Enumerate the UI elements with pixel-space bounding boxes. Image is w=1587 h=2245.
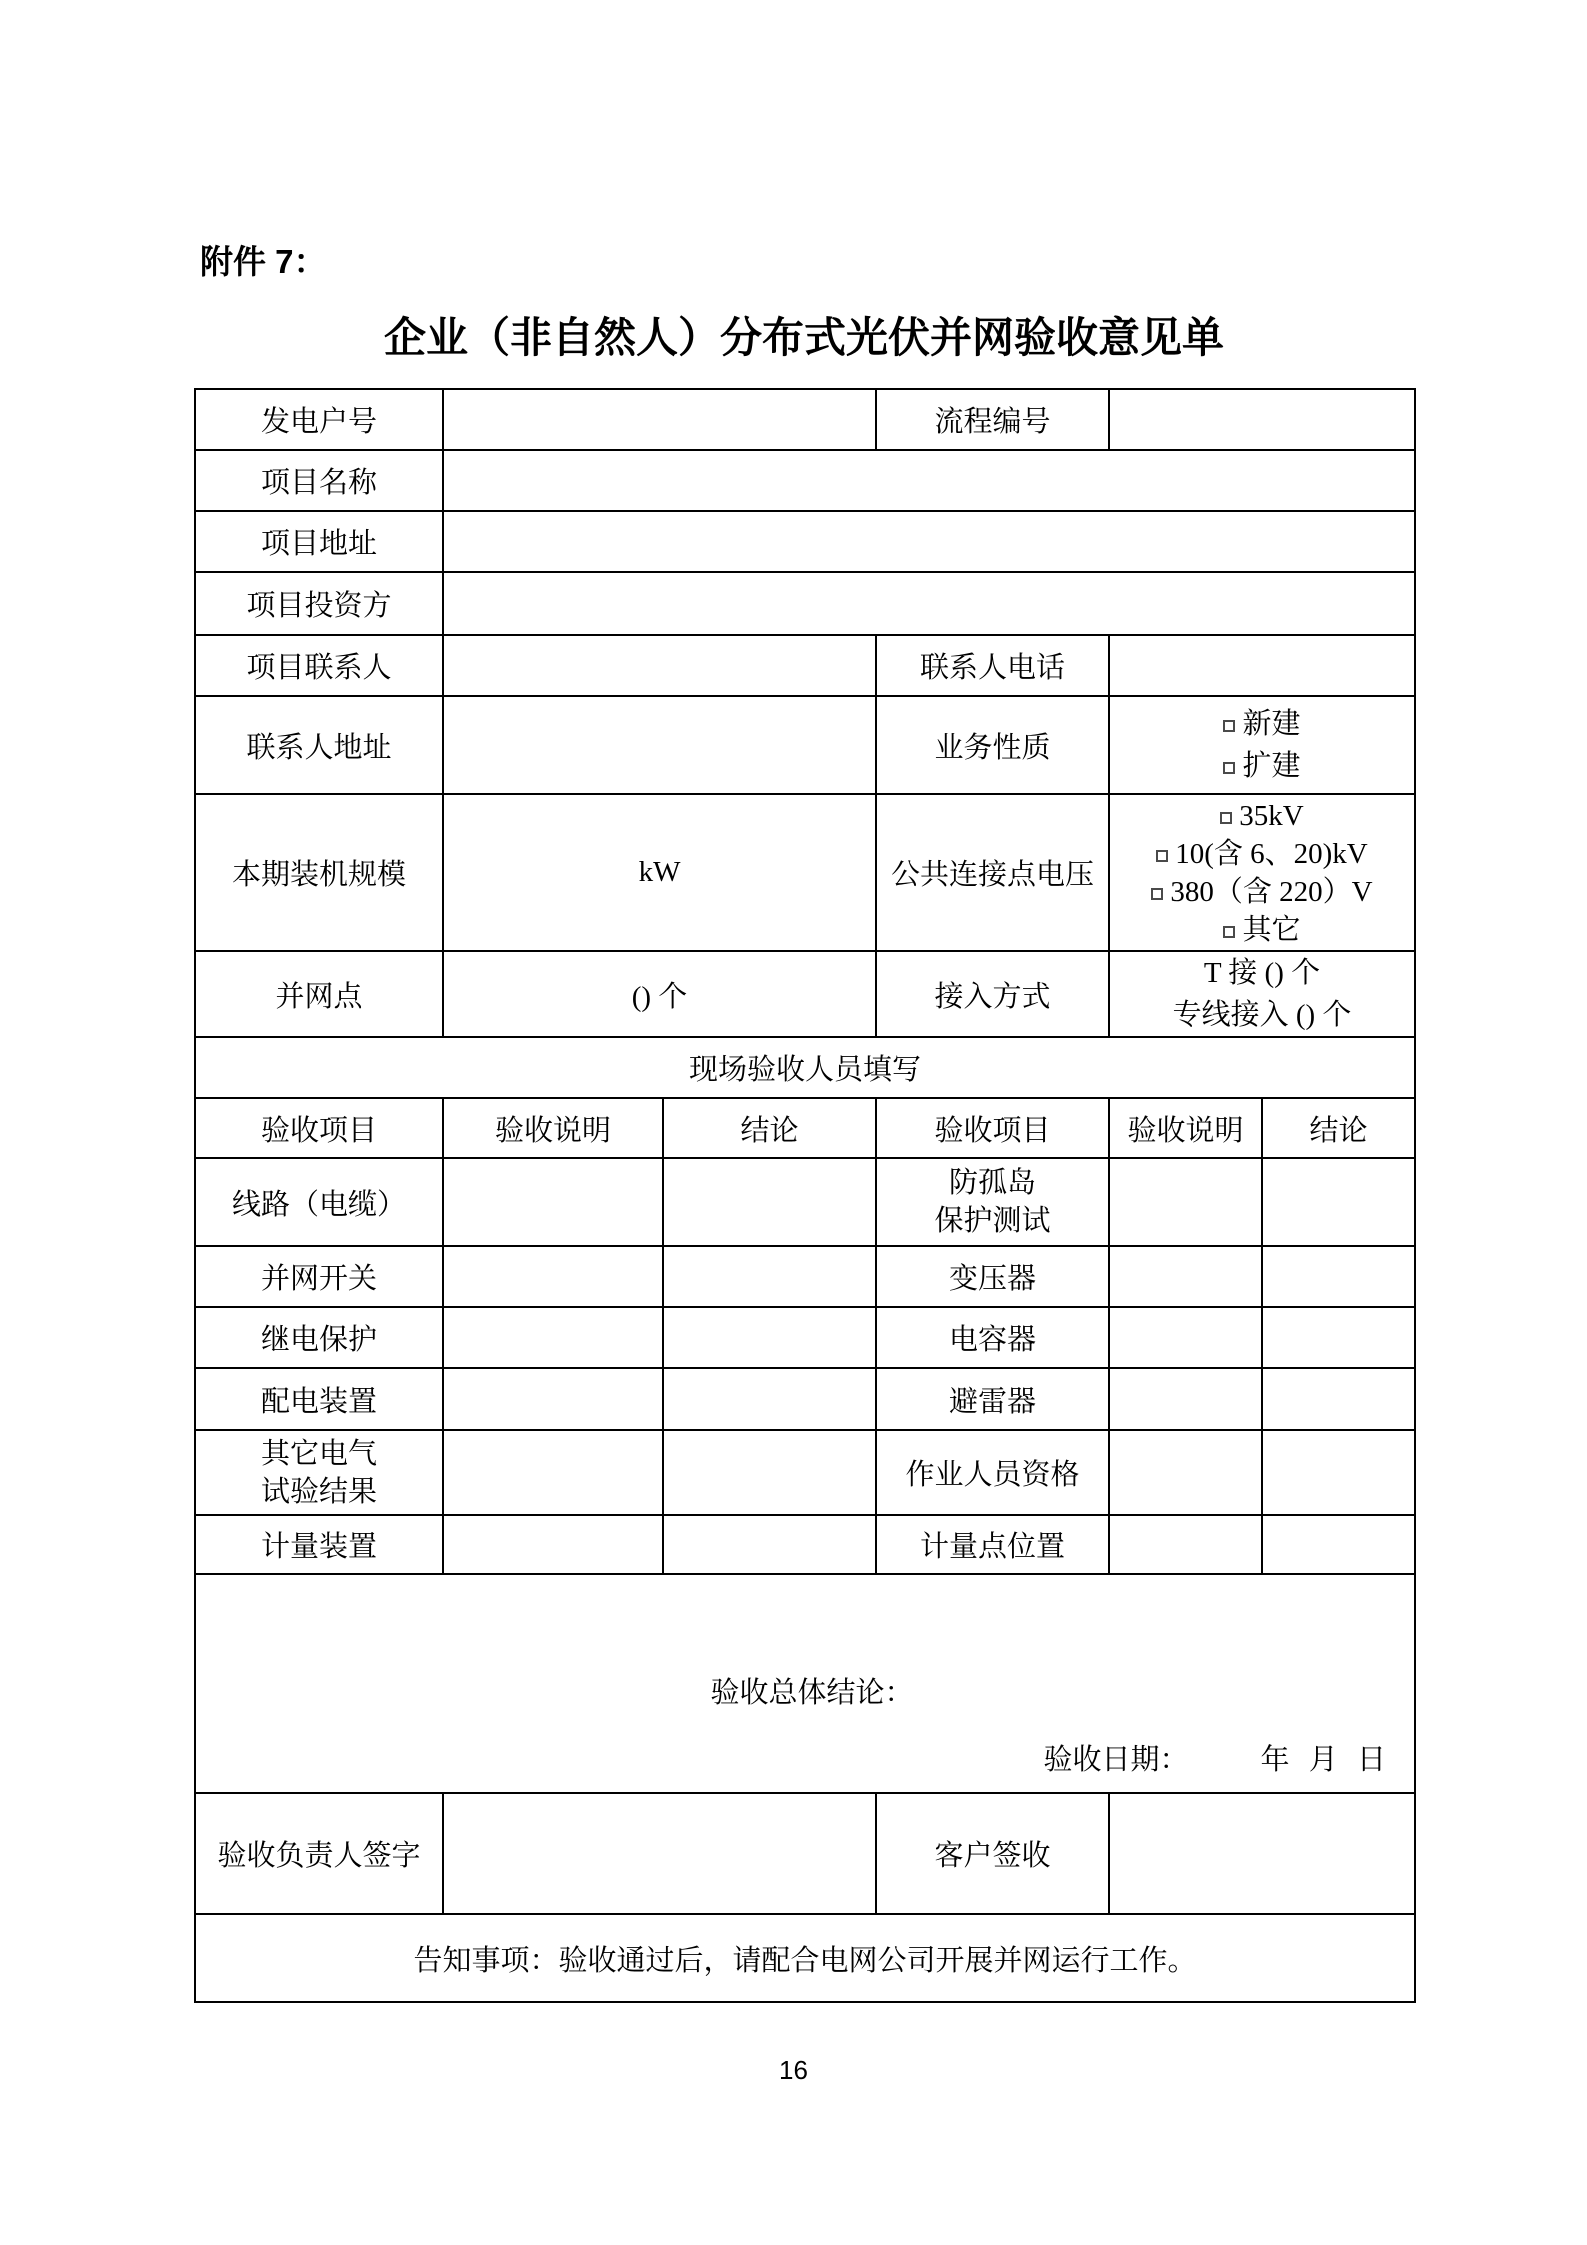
- item-note-cell: [443, 1515, 663, 1574]
- contact-phone-label-cell: 联系人电话: [876, 635, 1109, 696]
- item-label-cell: 继电保护: [195, 1307, 443, 1368]
- item-conclusion-cell: [663, 1368, 876, 1430]
- checkbox-icon: [1223, 762, 1235, 774]
- checkbox-icon: [1223, 720, 1235, 732]
- attachment-label: 附件 7：: [200, 243, 327, 280]
- item-label-cell: 配电装置: [195, 1368, 443, 1430]
- option-label: 10(含 6、20)kV: [1175, 837, 1368, 870]
- item-note-cell: [443, 1368, 663, 1430]
- generator-id-value-cell: [443, 389, 876, 450]
- item-label-cell: 线路（电缆）: [195, 1158, 443, 1246]
- signer-value-cell: [443, 1793, 876, 1914]
- option-label: 35kV: [1239, 799, 1304, 832]
- poc-voltage-options-cell: [1109, 794, 1415, 951]
- row-grid-point: [195, 951, 1415, 1037]
- poc-voltage-label-cell: 公共连接点电压: [876, 794, 1109, 951]
- overall-conclusion-cell: [195, 1574, 1415, 1793]
- page-number: 16: [779, 2055, 808, 2085]
- option-label: 380（含 220）V: [1170, 875, 1373, 908]
- col-header-note-right: 验收说明: [1109, 1098, 1262, 1158]
- item-conclusion-cell: [1262, 1430, 1415, 1515]
- item-label-cell: 变压器: [876, 1246, 1109, 1307]
- project-investor-label-cell: 项目投资方: [195, 572, 443, 635]
- option-380v: [1110, 873, 1414, 911]
- option-label: 新建: [1242, 708, 1301, 740]
- row-contact-address: [195, 696, 1415, 794]
- col-header-note-left: 验收说明: [443, 1098, 663, 1158]
- option-label: 扩建: [1242, 750, 1301, 782]
- col-header-conclusion-left: 结论: [663, 1098, 876, 1158]
- checkbox-icon: [1223, 926, 1235, 938]
- col-header-item-left: 验收项目: [195, 1098, 443, 1158]
- access-mode-line: T 接 () 个: [1203, 957, 1321, 989]
- form-document: [194, 0, 1414, 2003]
- grid-point-value-cell: () 个: [443, 951, 876, 1037]
- doc-title: 企业（非自然人）分布式光伏并网验收意见单: [383, 314, 1224, 361]
- row-section-header: [195, 1037, 1415, 1098]
- capacity-value-cell: kW: [443, 794, 876, 951]
- item-conclusion-cell: [1262, 1307, 1415, 1368]
- row-project-name: [195, 450, 1415, 511]
- access-mode-value-cell: [1109, 951, 1415, 1037]
- item-conclusion-cell: [663, 1430, 876, 1515]
- option-new-build: [1110, 703, 1414, 745]
- generator-id-label-cell: 发电户号: [195, 389, 443, 450]
- acceptance-form-table: [194, 388, 1416, 2003]
- item-label-line: 试验结果: [260, 1475, 377, 1508]
- grid-point-label-cell: 并网点: [195, 951, 443, 1037]
- contact-address-value-cell: [443, 696, 876, 794]
- item-note-cell: [1109, 1307, 1262, 1368]
- notice-cell: 告知事项：验收通过后，请配合电网公司开展并网运行工作。: [195, 1914, 1415, 2002]
- row-overall-conclusion: [195, 1574, 1415, 1793]
- row-column-headers: [195, 1098, 1415, 1158]
- item-note-cell: [443, 1430, 663, 1515]
- access-mode-line: 专线接入 () 个: [1172, 999, 1352, 1031]
- item-label-line: 防孤岛: [948, 1167, 1036, 1199]
- col-header-conclusion-right: 结论: [1262, 1098, 1415, 1158]
- checkbox-icon: [1220, 812, 1232, 824]
- item-label-cell: 避雷器: [876, 1368, 1109, 1430]
- col-header-item-right: 验收项目: [876, 1098, 1109, 1158]
- customer-sign-value-cell: [1109, 1793, 1415, 1914]
- row-item-3: [195, 1307, 1415, 1368]
- item-note-cell: [443, 1307, 663, 1368]
- row-signatures: [195, 1793, 1415, 1914]
- row-item-1: [195, 1158, 1415, 1246]
- item-note-cell: [443, 1158, 663, 1246]
- process-no-label-cell: 流程编号: [876, 389, 1109, 450]
- project-contact-label-cell: 项目联系人: [195, 635, 443, 696]
- acceptance-date-line: [1043, 1737, 1392, 1778]
- item-conclusion-cell: [663, 1158, 876, 1246]
- item-note-cell: [1109, 1368, 1262, 1430]
- row-item-2: [195, 1246, 1415, 1307]
- item-conclusion-cell: [1262, 1158, 1415, 1246]
- item-label-cell: 并网开关: [195, 1246, 443, 1307]
- process-no-value-cell: [1109, 389, 1415, 450]
- option-expansion: [1110, 745, 1414, 787]
- row-notice: [195, 1914, 1415, 2002]
- option-label: 其它: [1242, 913, 1301, 946]
- customer-sign-label-cell: 客户签收: [876, 1793, 1109, 1914]
- item-note-cell: [1109, 1246, 1262, 1307]
- project-name-label-cell: 项目名称: [195, 450, 443, 511]
- project-contact-value-cell: [443, 635, 876, 696]
- overall-conclusion-label: 验收总体结论：: [710, 1677, 914, 1709]
- row-project-investor: [195, 572, 1415, 635]
- item-label-cell: [195, 1430, 443, 1515]
- item-label-cell: 电容器: [876, 1307, 1109, 1368]
- business-nature-label-cell: 业务性质: [876, 696, 1109, 794]
- access-mode-label-cell: 接入方式: [876, 951, 1109, 1037]
- row-project-contact: [195, 635, 1415, 696]
- item-conclusion-cell: [663, 1515, 876, 1574]
- item-conclusion-cell: [663, 1307, 876, 1368]
- row-item-6: [195, 1515, 1415, 1574]
- acceptance-date-label: 验收日期：: [1043, 1744, 1189, 1776]
- item-label-cell: 作业人员资格: [876, 1430, 1109, 1515]
- row-item-4: [195, 1368, 1415, 1430]
- option-35kv: [1110, 797, 1414, 835]
- checkbox-icon: [1156, 850, 1168, 862]
- row-item-5: [195, 1430, 1415, 1515]
- row-project-address: [195, 511, 1415, 572]
- option-other: [1110, 911, 1414, 949]
- item-conclusion-cell: [1262, 1246, 1415, 1307]
- row-generator-id: [195, 389, 1415, 450]
- item-label-cell: 计量点位置: [876, 1515, 1109, 1574]
- section-header-cell: 现场验收人员填写: [195, 1037, 1415, 1098]
- item-conclusion-cell: [1262, 1368, 1415, 1430]
- project-name-value-cell: [443, 450, 1415, 511]
- project-address-label-cell: 项目地址: [195, 511, 443, 572]
- option-10kv: [1110, 835, 1414, 873]
- checkbox-icon: [1151, 888, 1163, 900]
- item-label-line: 保护测试: [934, 1205, 1051, 1237]
- item-note-cell: [1109, 1158, 1262, 1246]
- row-capacity: [195, 794, 1415, 951]
- item-label-cell: 计量装置: [195, 1515, 443, 1574]
- project-investor-value-cell: [443, 572, 1415, 635]
- contact-address-label-cell: 联系人地址: [195, 696, 443, 794]
- item-note-cell: [1109, 1515, 1262, 1574]
- item-conclusion-cell: [663, 1246, 876, 1307]
- item-note-cell: [443, 1246, 663, 1307]
- signer-label-cell: 验收负责人签字: [195, 1793, 443, 1914]
- business-nature-options-cell: [1109, 696, 1415, 794]
- item-label-cell: [876, 1158, 1109, 1246]
- project-address-value-cell: [443, 511, 1415, 572]
- capacity-label-cell: 本期装机规模: [195, 794, 443, 951]
- item-note-cell: [1109, 1430, 1262, 1515]
- contact-phone-value-cell: [1109, 635, 1415, 696]
- item-conclusion-cell: [1262, 1515, 1415, 1574]
- acceptance-date-value: 年 月 日: [1260, 1744, 1392, 1776]
- item-label-line: 其它电气: [260, 1437, 377, 1470]
